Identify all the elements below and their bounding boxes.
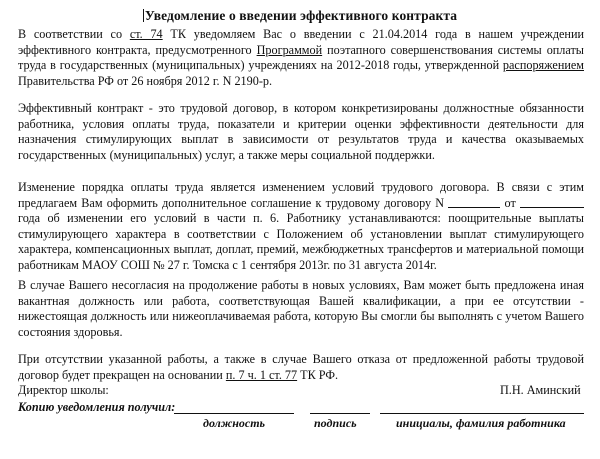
position-line[interactable]	[174, 413, 294, 414]
director-name: П.Н. Аминский	[500, 383, 581, 397]
link-programme[interactable]: Программой	[256, 42, 323, 57]
paragraph-termination: При отсутствии указанной работы, а также в случае Вашего отказа от предложенной работы трудовой договор будет прекращен на основании п. 7 ч. 1 ст. 77 ТК РФ.	[18, 352, 584, 382]
link-article-77[interactable]: п. 7 ч. 1 ст. 77	[225, 367, 298, 382]
link-decree[interactable]: распоряжением	[502, 58, 584, 73]
paragraph-intro: В соответствии со ст. 74 ТК уведомляем Вас о введении с 21.04.2014 года в нашем учреждении эффективного контракта, предусмотренного Программой поэтапного совершенствования системы оплаты труда в государственных (муниципальных) учреждениях на 2012-2018 годы, утвержденной распоряжением Правительства РФ от 26 ноября 2012 г. N 2190-р.	[18, 27, 585, 88]
paragraph-change: Изменение порядка оплаты труда является изменением условий трудового договора. В связи с этим предлагаем Вам оформить дополнительное соглашение к трудовому договору N от года об изменении его условий в части п. 6. Работнику устанавливаются: поощрительные выплаты стимулирующего характера в соответствии с Положением об установлении выплат стимулирующего характера, компенсационных выплат, доплат, премий, межбюджетных трансфертов и материальной помощи работникам МАОУ СОШ № 27 г. Томска с 1 сентября 2013г. по 31 августа 2014г.	[18, 180, 584, 272]
contract-number-blank[interactable]	[448, 196, 500, 208]
name-caption: инициалы, фамилия работника	[396, 416, 566, 430]
director-signature	[18, 383, 584, 399]
name-line[interactable]	[380, 413, 584, 414]
document-title: Уведомление о введении эффективного контракта	[144, 8, 458, 23]
contract-date-blank[interactable]	[520, 196, 584, 208]
signature-caption: подпись	[314, 416, 357, 430]
link-article-74[interactable]: ст. 74	[129, 27, 163, 41]
text-cursor	[143, 9, 144, 22]
copy-received-label: Копию уведомления получил:	[18, 400, 176, 414]
copy-received-block	[18, 400, 584, 440]
paragraph-definition: Эффективный контракт - это трудовой договор, в котором конкретизированы должностные обязанности работника, условия оплаты труда, показатели и критерии оценки эффективности деятельности для назначения стимулирующих выплат в зависимости от результатов труда и качества оказываемых государственных (муниципальных) услуг, а также меры социальной поддержки.	[18, 101, 584, 162]
director-label: Директор школы:	[18, 383, 109, 397]
signature-line[interactable]	[310, 413, 370, 414]
position-caption: должность	[203, 416, 266, 430]
paragraph-disagreement: В случае Вашего несогласия на продолжение работы в новых условиях, Вам может быть предложена иная вакантная должность или работа, соответствующая Вашей квалификации, а при ее отсутствии - нижестоящая должность или нижеоплачиваемая работа, которую Вы смогли бы выполнять с учетом Вашего состояния здоровья.	[18, 278, 584, 339]
